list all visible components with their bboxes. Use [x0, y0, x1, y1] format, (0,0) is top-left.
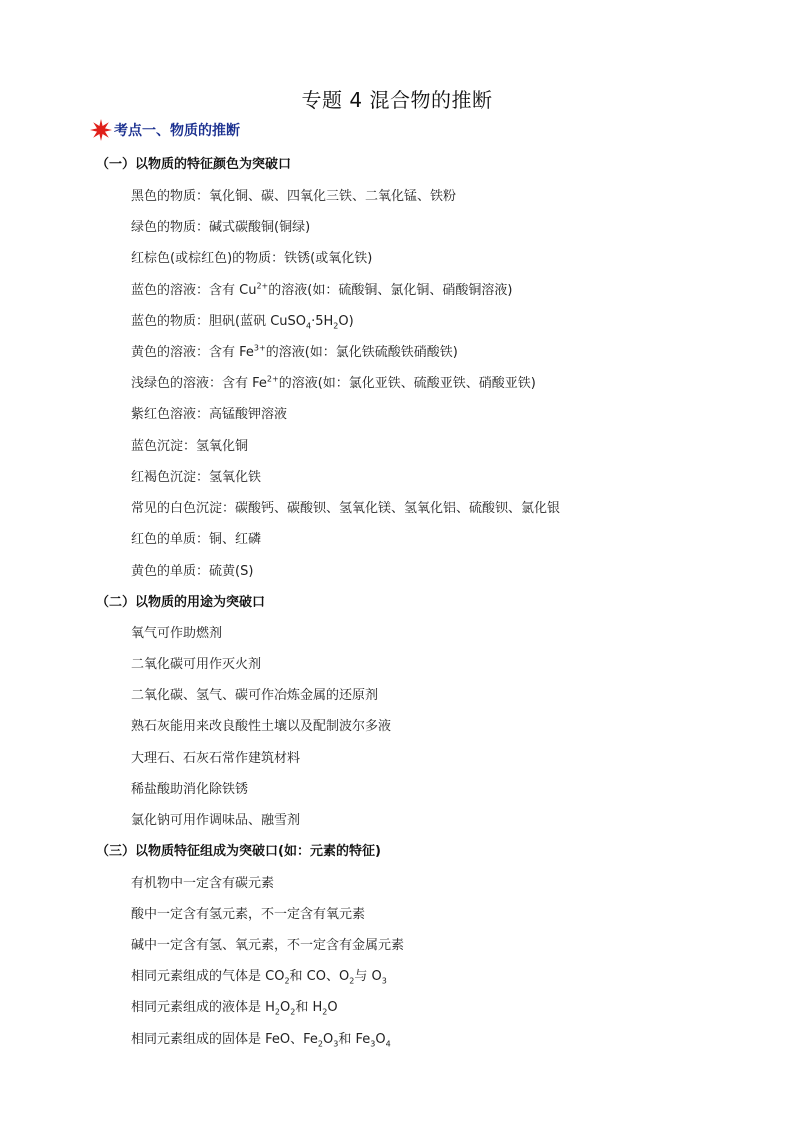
- list-item: 大理石、石灰石常作建筑材料: [131, 751, 301, 766]
- list-item: 绿色的物质：碱式碳酸铜(铜绿): [131, 220, 311, 235]
- list-item: 碱中一定含有氢、氧元素，不一定含有金属元素: [131, 938, 405, 953]
- page-title: 专题 4 混合物的推断: [301, 88, 493, 112]
- list-item: 二氧化碳可用作灭火剂: [131, 657, 262, 672]
- list-item: 熟石灰能用来改良酸性土壤以及配制波尔多液: [131, 719, 392, 734]
- list-item: 稀盐酸助消化除铁锈: [131, 782, 249, 797]
- list-item: 黑色的物质：氧化铜、碳、四氧化三铁、二氧化锰、铁粉: [131, 189, 457, 204]
- list-item: 氯化钠可用作调味品、融雪剂: [131, 813, 301, 828]
- list-item: 黄色的溶液：含有 $Fe^{3+}$的溶液(如：氯化铁硫酸铁硝酸铁): [131, 343, 458, 360]
- list-item: 红色的单质：铜、红磷: [131, 532, 262, 547]
- red-star-icon: [90, 119, 112, 141]
- list-item: 红棕色(或棕红色)的物质：铁锈(或氧化铁): [131, 251, 373, 266]
- topic-heading: [90, 118, 240, 142]
- list-item: 浅绿色的溶液：含有 $Fe^{2+}$的溶液(如：氯化亚铁、硫酸亚铁、硝酸亚铁): [131, 374, 536, 391]
- list-item: 蓝色沉淀：氢氧化铜: [131, 439, 249, 454]
- list-item: 蓝色的物质：胆矾(蓝矾 $CuSO_4\cdot 5H_2O$): [131, 314, 354, 331]
- list-item: 相同元素组成的液体是 $H_2O_2$和 $H_2O$: [131, 1000, 338, 1017]
- section-heading: （三）以物质特征组成为突破口(如：元素的特征): [96, 844, 381, 859]
- list-item: 紫红色溶液：高锰酸钾溶液: [131, 407, 288, 422]
- section-heading: （一）以物质的特征颜色为突破口: [96, 157, 292, 172]
- list-item: 有机物中一定含有碳元素: [131, 876, 275, 891]
- topic-heading-text: 考点一、物质的推断: [114, 123, 240, 139]
- section-heading: （二）以物质的用途为突破口: [96, 595, 266, 610]
- list-item: 黄色的单质：硫黄(S): [131, 564, 254, 579]
- list-item: 相同元素组成的固体是 FeO、$Fe_2O_3$和 $Fe_3O_4$: [131, 1032, 391, 1049]
- list-item: 氧气可作助燃剂: [131, 626, 223, 641]
- list-item: 蓝色的溶液：含有 $Cu^{2+}$的溶液(如：硫酸铜、氯化铜、硝酸铜溶液): [131, 281, 513, 298]
- list-item: 酸中一定含有氢元素，不一定含有氧元素: [131, 907, 366, 922]
- list-item: 二氧化碳、氢气、碳可作冶炼金属的还原剂: [131, 688, 379, 703]
- list-item: 常见的白色沉淀：碳酸钙、碳酸钡、氢氧化镁、氢氧化铝、硫酸钡、氯化银: [131, 501, 561, 516]
- list-item: 相同元素组成的气体是 $CO_2$和 CO、$O_2$与 $O_3$: [131, 969, 387, 986]
- list-item: 红褐色沉淀：氢氧化铁: [131, 470, 262, 485]
